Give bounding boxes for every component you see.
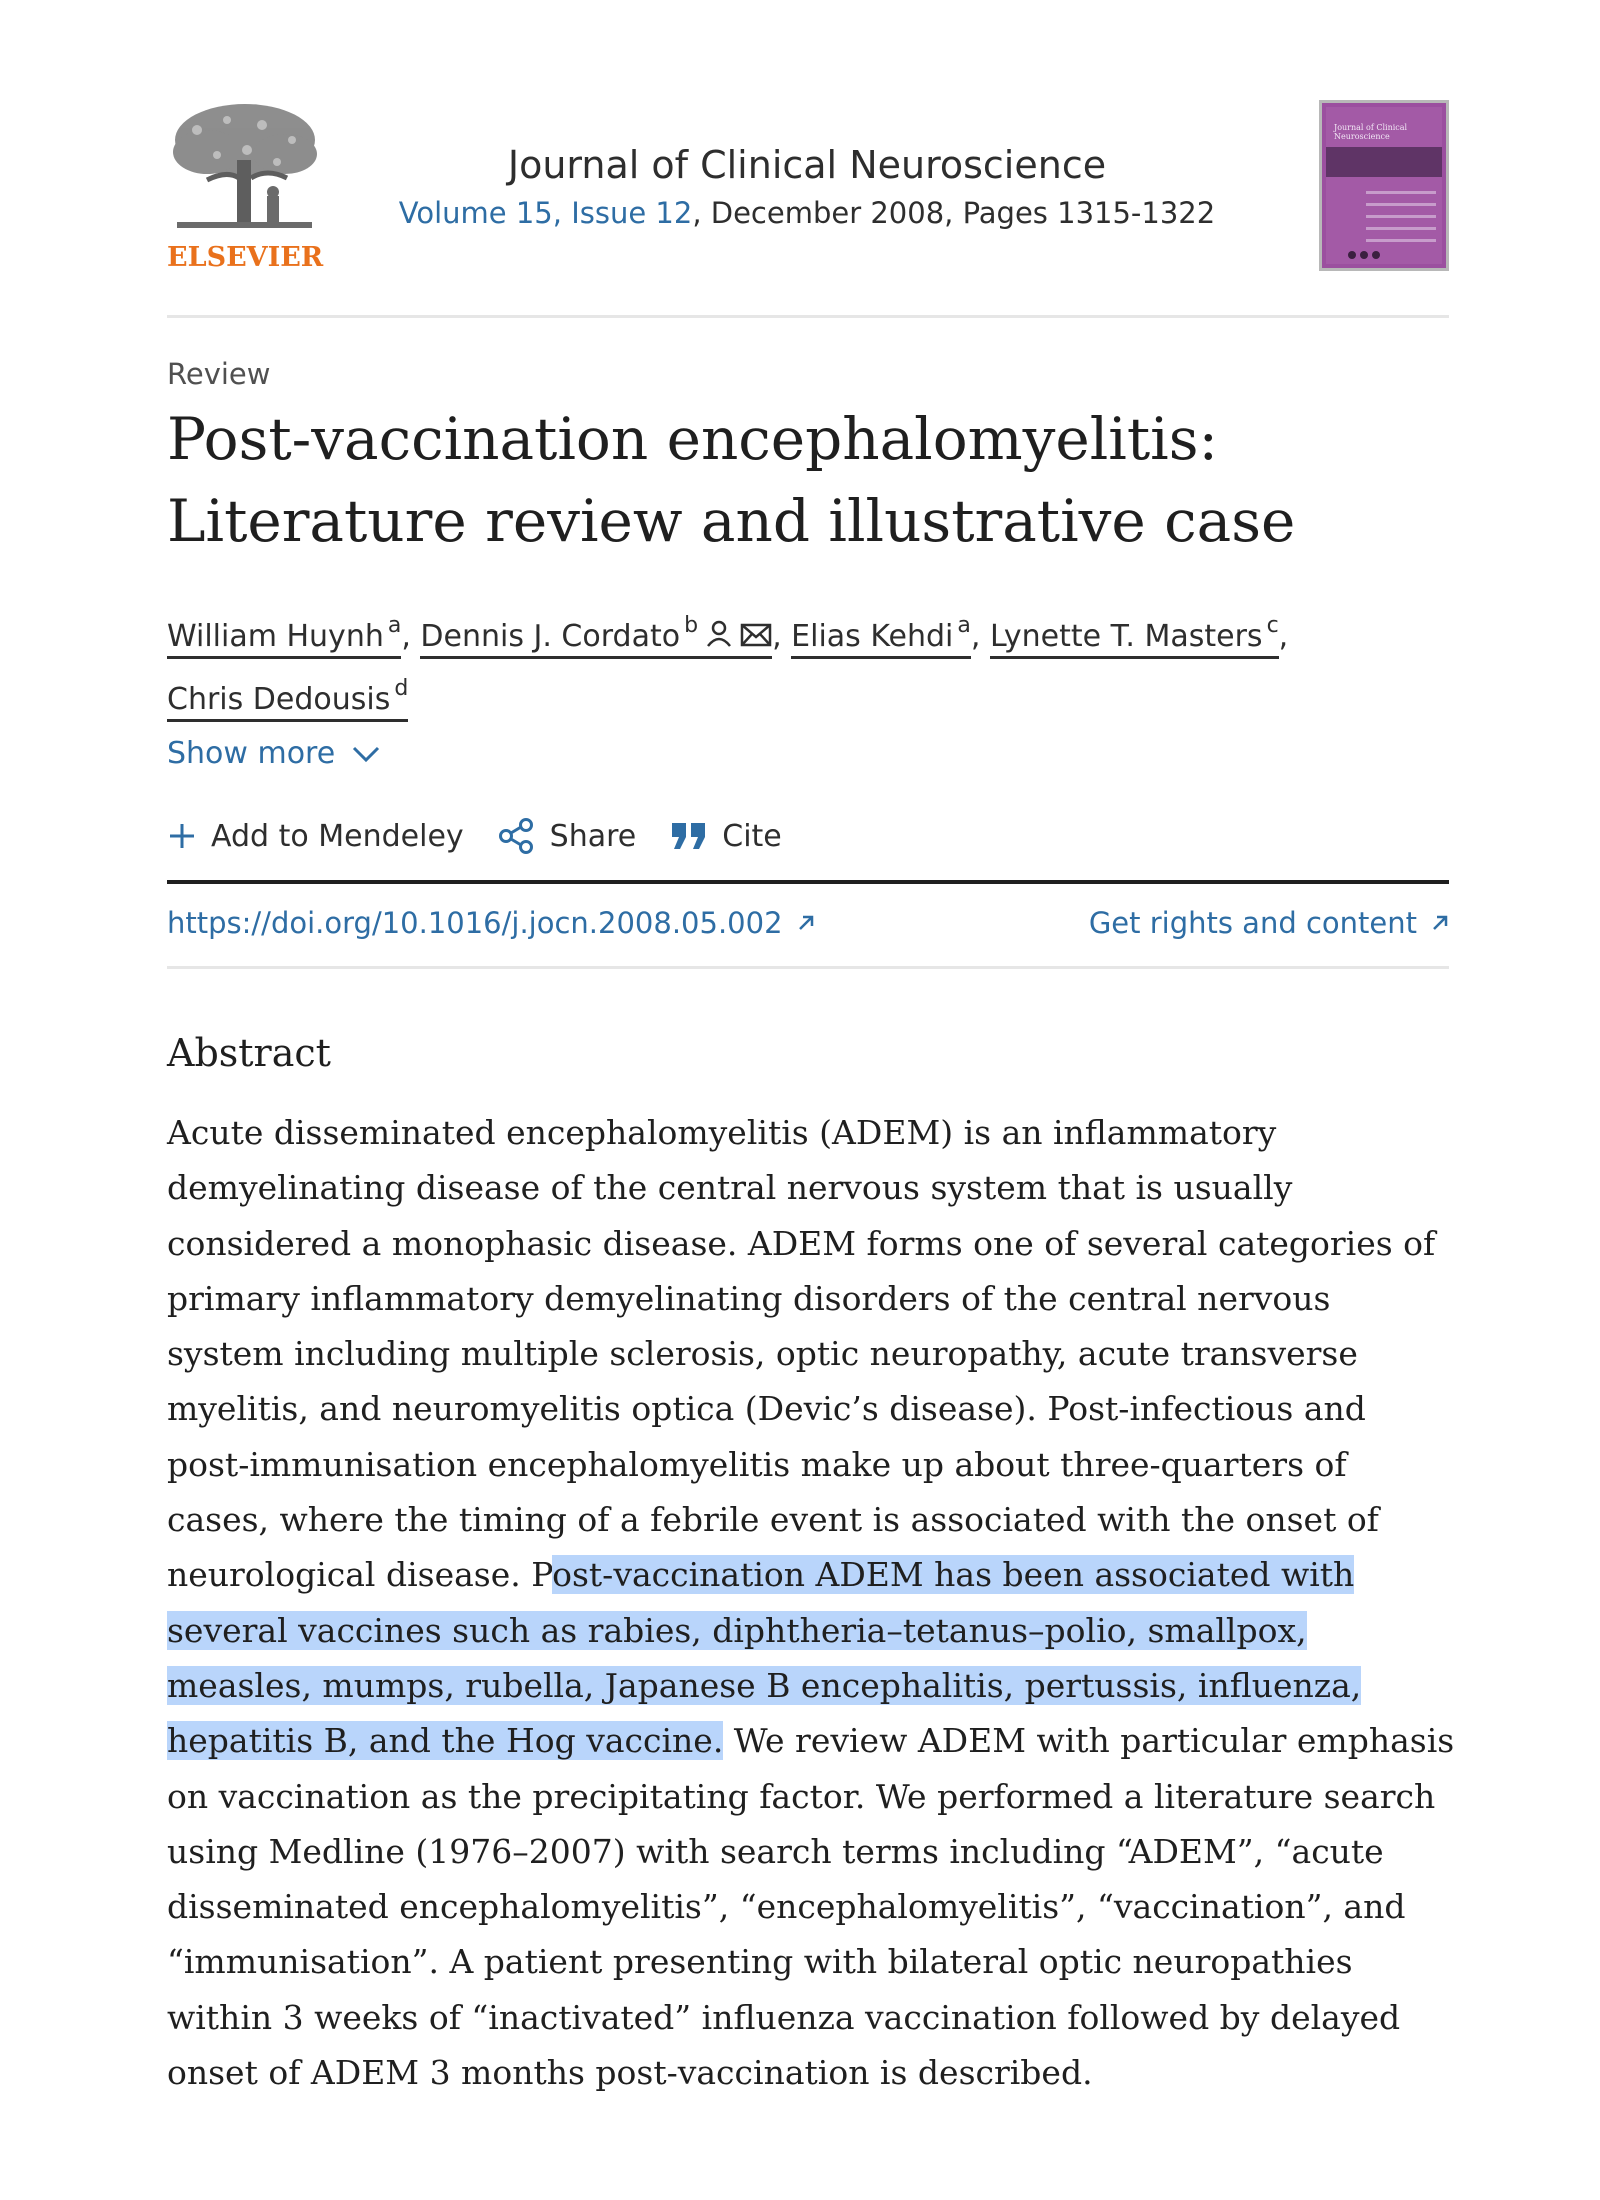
author-list: William Huynh $^a$, Dennis J. Cordato $^b$ , Elias Kehdi $^a$, Lynette T. Masters $^c$, Chris Dedousis $^d$	[167, 600, 1449, 726]
author-link[interactable]: William Huynh $^a$	[167, 619, 401, 659]
share-button[interactable]	[498, 817, 637, 855]
article-title: Post-vaccination encephalomyelitis: Literature review and illustrative case	[167, 405, 1296, 555]
doi-text: https://doi.org/10.1016/j.jocn.2008.05.002	[167, 906, 783, 940]
share-icon	[498, 817, 536, 855]
person-icon	[704, 620, 734, 648]
journal-header	[167, 100, 1449, 275]
volume-issue-link[interactable]: Volume 15, Issue 12	[398, 196, 693, 230]
actions-divider	[167, 880, 1449, 884]
external-link-icon	[1431, 914, 1449, 932]
links-divider	[167, 966, 1449, 969]
author-link[interactable]: Lynette T. Masters $^c$	[990, 619, 1279, 659]
external-link-icon	[797, 914, 815, 932]
journal-name[interactable]: Journal of Clinical Neuroscience	[507, 143, 1107, 187]
cite-button[interactable]	[670, 819, 782, 854]
quote-icon	[670, 821, 708, 851]
cover-title: Journal of Clinical Neuroscience	[1334, 123, 1408, 141]
header-divider	[167, 315, 1449, 318]
article-actions	[167, 814, 816, 858]
add-to-mendeley-button[interactable]	[167, 819, 464, 854]
publisher-wordmark: ELSEVIER	[167, 242, 324, 273]
journal-meta	[367, 190, 1247, 236]
abstract-heading: Abstract	[167, 1031, 331, 1075]
doi-link[interactable]	[167, 906, 815, 940]
cover-image	[1326, 107, 1442, 264]
author-link[interactable]: Elias Kehdi $^a$	[791, 619, 971, 659]
author-link[interactable]: Chris Dedousis $^d$	[167, 682, 408, 722]
author-link[interactable]: Dennis J. Cordato $^b$	[420, 619, 772, 659]
date-pages: , December 2008, Pages 1315-1322	[692, 196, 1216, 230]
email-icon	[740, 622, 772, 648]
journal-cover[interactable]	[1319, 100, 1449, 271]
chevron-down-icon	[351, 744, 381, 764]
abstract-text	[167, 1105, 1457, 2100]
cover-band	[1326, 147, 1442, 177]
show-more-button[interactable]	[167, 736, 381, 771]
rights-link[interactable]	[1089, 906, 1449, 940]
rights-text: Get rights and content	[1088, 906, 1417, 940]
abstract-text-end: We review ADEM with particular emphasis on vaccination as the precipitating factor. We performed a literature search using Medline (1976–2007) with search terms including “ADEM”, “acute disseminated encephalomyelitis”, “encephalomyelitis”, “vaccination”, and “immunisation”. A patient presenting with bilateral optic neuropathies within 3 weeks of “inactivated” influenza vaccination followed by delayed onset of ADEM 3 months post-vaccination is described.	[167, 1721, 1455, 2093]
tree-icon	[167, 100, 322, 240]
add-to-mendeley-label: Add to Mendeley	[211, 818, 464, 854]
abstract-text-start: Acute disseminated encephalomyelitis (ADEM) is an inflammatory demyelinating disease of the central nervous system that is usually considered a monophasic disease. ADEM forms one of several categories of primary inflammatory demyelinating disorders of the central nervous system including multiple sclerosis, optic neuropathy, acute transverse myelitis, and neuromyelitis optica (Devic’s disease). Post-infectious and post-immunisation encephalomyelitis make up about three-quarters of cases, where the timing of a febrile event is associated with the onset of neurological disease. P	[167, 1113, 1436, 1595]
share-label: Share	[549, 818, 637, 854]
cite-label: Cite	[722, 818, 782, 854]
elsevier-logo[interactable]	[167, 100, 322, 275]
journal-info	[367, 140, 1247, 236]
plus-icon	[167, 821, 197, 851]
show-more-label: Show more	[167, 736, 336, 771]
article-type: Review	[167, 357, 271, 391]
cover-lines	[1366, 191, 1436, 251]
selected-text[interactable]: ost-vaccination ADEM has been associated with several vaccines such as rabies, diphtheria–tetanus–polio, smallpox, measles, mumps, rubella, Japanese B encephalitis, pertussis, influenza, hepatitis B, and the Hog vaccine.	[167, 1555, 1362, 1761]
